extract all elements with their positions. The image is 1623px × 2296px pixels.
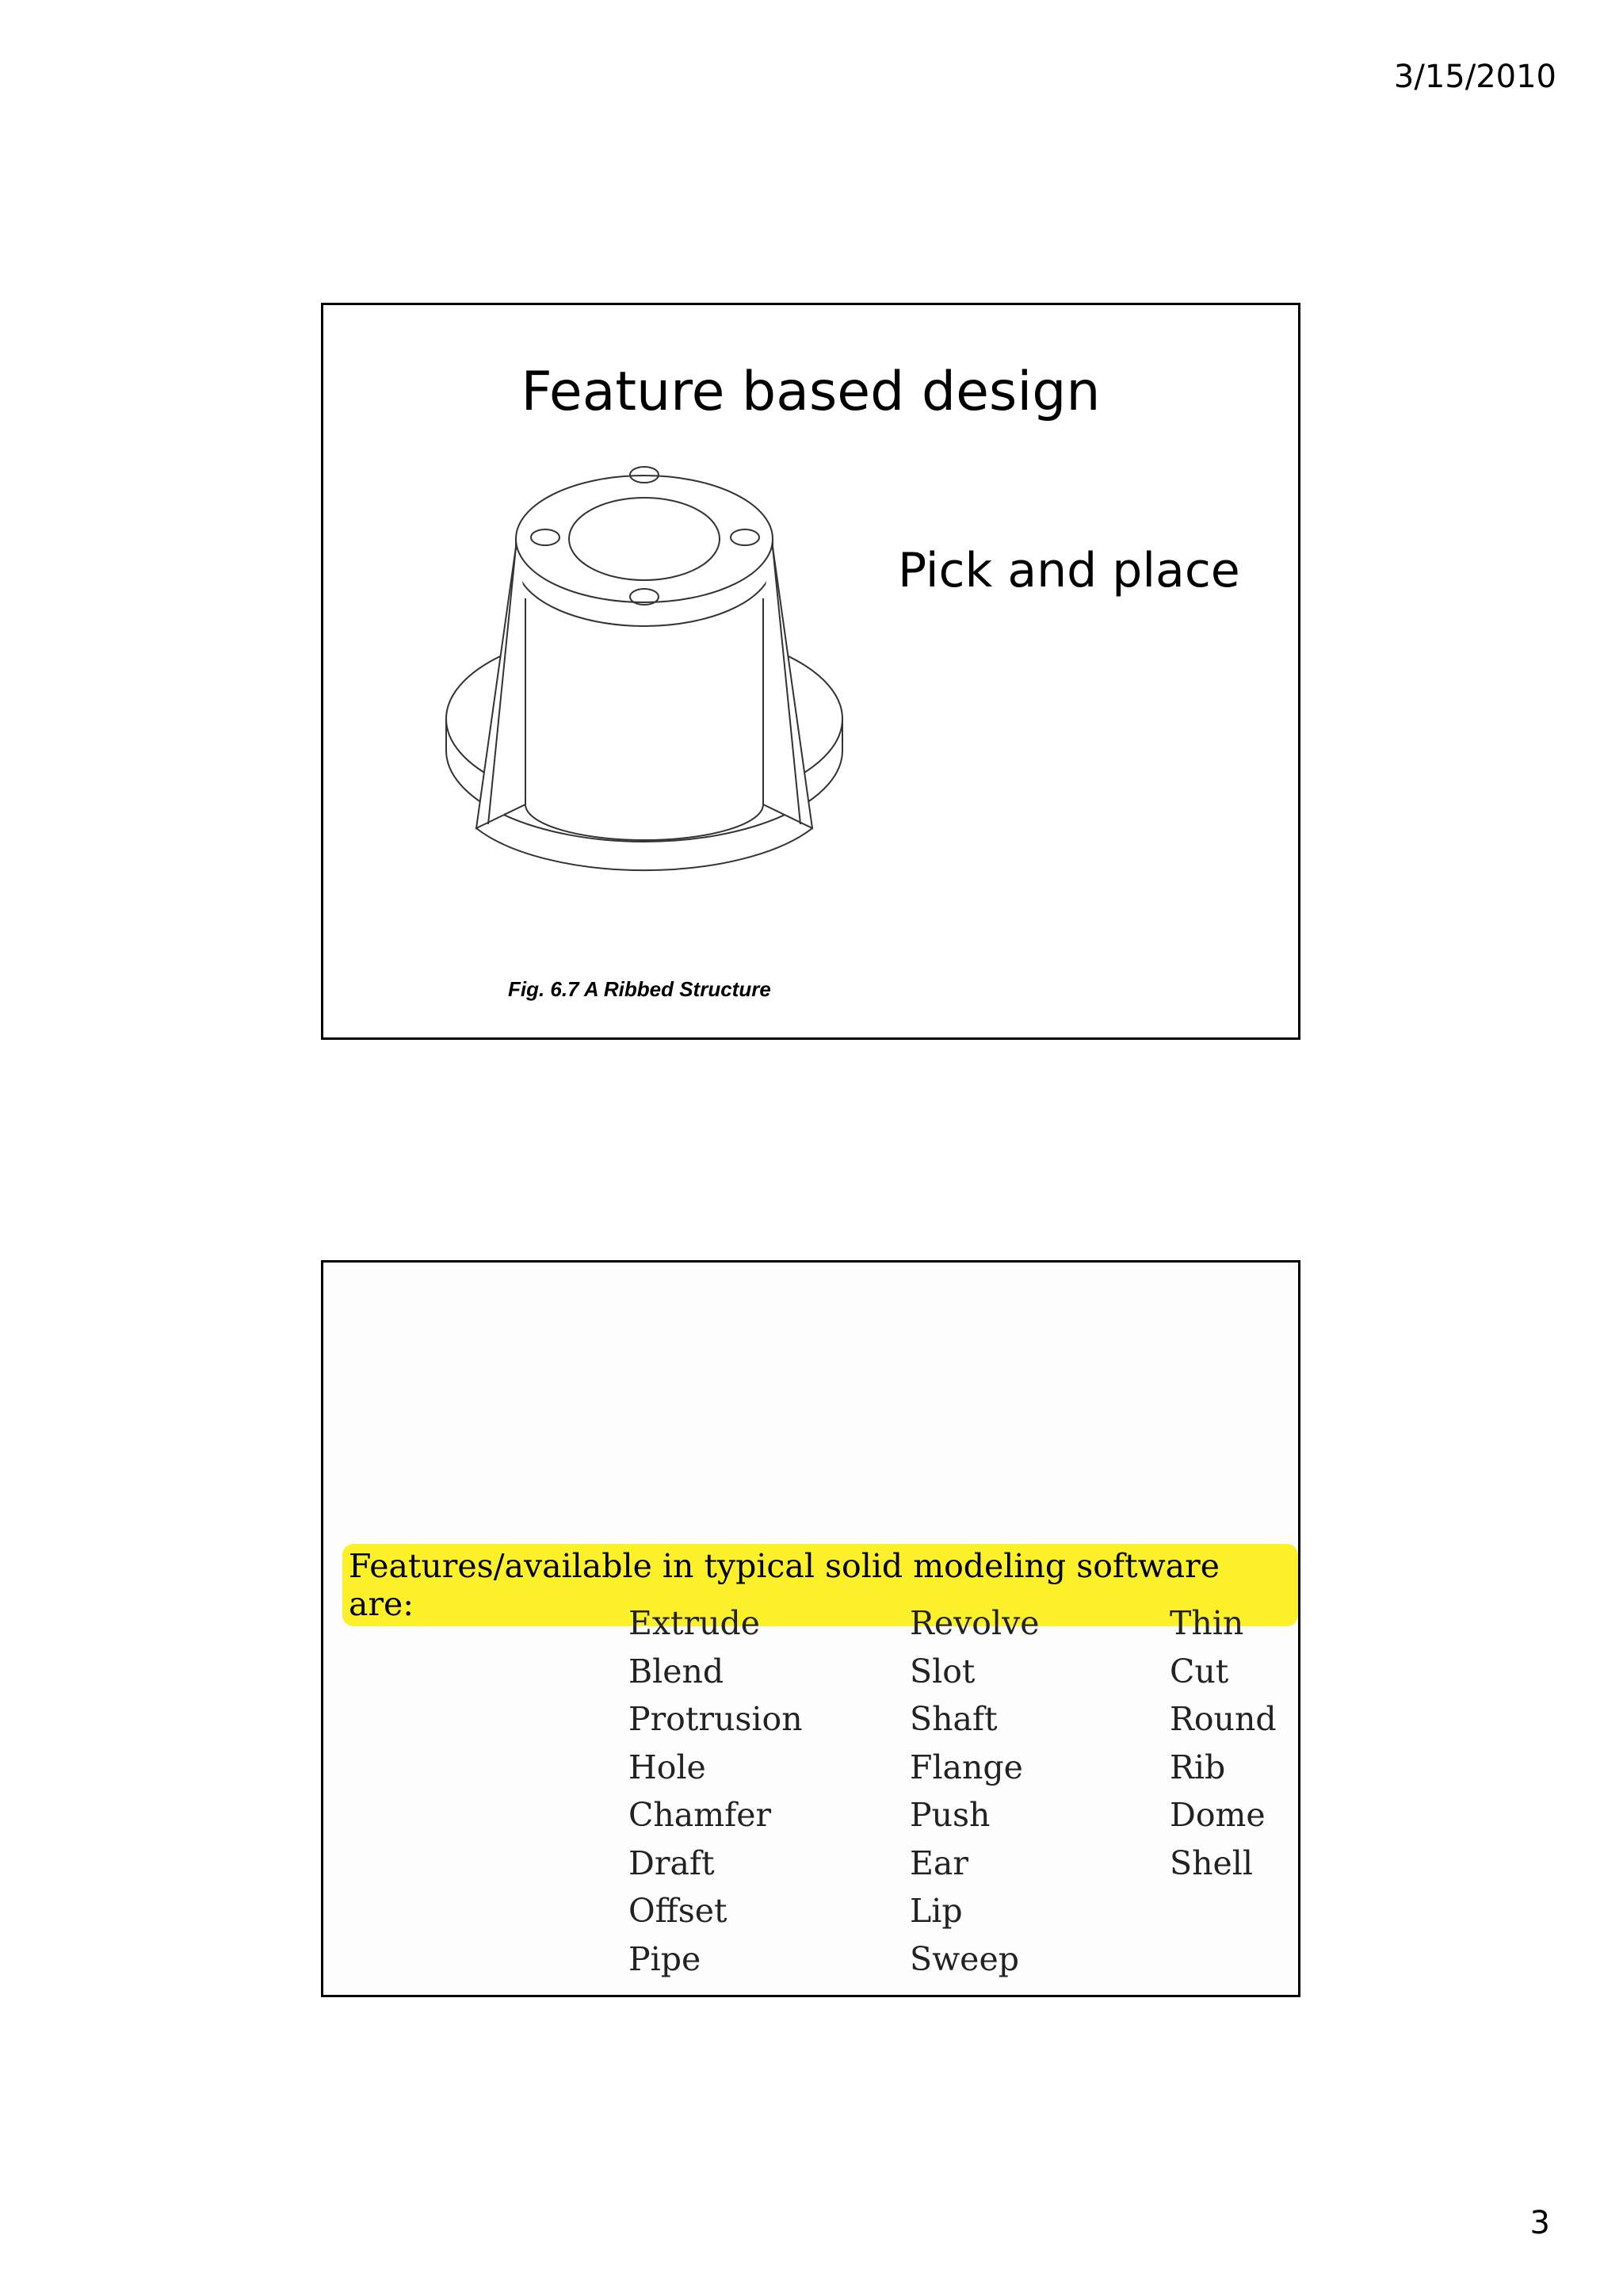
slide-feature-based-design: [321, 303, 1300, 1040]
features-grid: [628, 1599, 1294, 1988]
feature-item: Lip: [910, 1892, 963, 1930]
feature-item: Hole: [628, 1748, 706, 1786]
tube-body: [525, 608, 763, 840]
feature-item: Chamfer: [628, 1796, 772, 1834]
feature-item: Ear: [910, 1843, 968, 1882]
feature-item: Protrusion: [628, 1700, 803, 1738]
features-heading: Features/available in typical solid modeling software are:: [342, 1544, 1298, 1626]
feature-column-3: [1170, 1599, 1277, 1887]
slide-subtitle: Pick and place: [898, 543, 1240, 598]
feature-item: Slot: [910, 1652, 976, 1690]
feature-item: Thin: [1170, 1604, 1244, 1642]
feature-item: Flange: [910, 1748, 1023, 1786]
feature-item: Dome: [1170, 1796, 1266, 1834]
slide-features-list: [321, 1260, 1300, 1997]
feature-column-2: [910, 1599, 1040, 1983]
feature-item: Blend: [628, 1652, 724, 1690]
feature-item: Revolve: [910, 1604, 1040, 1642]
feature-item: Shell: [1170, 1843, 1253, 1882]
feature-item: Rib: [1170, 1748, 1226, 1786]
feature-item: Push: [910, 1796, 991, 1834]
feature-item: Sweep: [910, 1939, 1019, 1978]
feature-item: Draft: [628, 1843, 715, 1882]
feature-item: Offset: [628, 1892, 727, 1930]
figure-caption: Fig. 6.7 A Ribbed Structure: [508, 977, 771, 1001]
feature-item: Shaft: [910, 1700, 998, 1738]
ribbed-structure-figure: [442, 464, 854, 923]
feature-column-1: [628, 1599, 803, 1983]
feature-item: Extrude: [628, 1604, 761, 1642]
page-number: 3: [1529, 2205, 1550, 2241]
feature-item: Round: [1170, 1700, 1277, 1738]
feature-item: Pipe: [628, 1939, 701, 1978]
flange-top: [516, 476, 773, 602]
slide-title: Feature based design: [521, 361, 1101, 423]
page-date: 3/15/2010: [1393, 59, 1556, 95]
feature-item: Cut: [1170, 1652, 1229, 1690]
